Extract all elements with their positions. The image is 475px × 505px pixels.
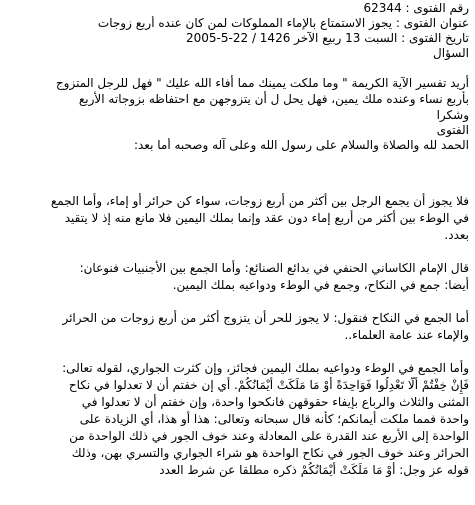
paragraph-line: بعدد. xyxy=(444,228,469,242)
spacer xyxy=(6,244,469,260)
paragraph-line: واحدة فمما ملكت أيمانكم؛ كأنه قال سبحانه وتعالى: هذا أو هذا، أي الزيادة على xyxy=(79,412,469,426)
paragraph-line: في الوطء بين أكثر من أربع إماء دون عقد وإنما بملك اليمين فلا مانع منه إذ لا يتقيد xyxy=(64,211,469,225)
spacer xyxy=(6,344,469,360)
question-line: أريد تفسير الآية الكريمة " وما ملكت يمينك مما أفاء الله عليك " فهل للرجل المتزوج xyxy=(55,76,469,90)
answer-paragraph-4 xyxy=(6,360,469,479)
paragraph-line: وأما الجمع في الوطء ودواعيه بملك اليمين فجائز، وإن كثرت الجواري، لقوله تعالى: xyxy=(62,361,469,375)
paragraph-line: المثنى والثلاث والرباع بإيفاء حقوقهن فانكحوا واحدة، وإن خفتم أن لا تعدلوا في xyxy=(81,395,469,409)
paragraph-line: قال الإمام الكاساني الحنفي في بدائع الصنائع: وأما الجمع بين الأجنبيات فنوعان: xyxy=(79,261,469,275)
fatwa-heading: الفتوى xyxy=(436,123,469,137)
paragraph-line: الحرائر وعند خوف الجور في نكاح الواحدة هو شراء الجواري والتسري بهن، وذلك xyxy=(71,446,469,460)
paragraph-line: فَإِنْ خِفْتُمْ أَلَّا تَعْدِلُوا فَوَاحِدَةً أَوْ مَا مَلَكَتْ أَيْمَانُكُمْ. أي إن خفتم أن لا تعدلوا في نكاح xyxy=(68,378,469,392)
spacer xyxy=(6,61,469,75)
paragraph-line: والإماء عند عامة العلماء.. xyxy=(344,328,469,342)
answer-paragraph-2 xyxy=(6,260,469,294)
spacer xyxy=(6,294,469,310)
fatwa-page xyxy=(0,1,475,479)
fatwa-title: عنوان الفتوى : يجوز الاستمتاع بالإماء المملوكات لمن كان عنده أربع زوجات xyxy=(97,16,469,30)
question-line: وشكرا xyxy=(436,108,469,122)
paragraph-line: الواحدة إلى الأربع عند القدرة على المعادلة وعند خوف الجور في ذلك الواحدة من xyxy=(69,429,469,443)
fatwa-opening: الحمد لله والصلاة والسلام على رسول الله وعلى آله وصحبه أما بعد: xyxy=(133,138,469,152)
paragraph-line: أما الجمع في النكاح فنقول: لا يجوز للحر أن يتزوج أكثر من أربع زوجات من الحرائر xyxy=(62,311,469,325)
fatwa-date: تاريخ الفتوى : السبت 13 ربيع الآخر 1426 / 22-5-2005 xyxy=(185,31,469,45)
paragraph-line: أيضا: جمع في النكاح، وجمع في الوطء ودواعيه بملك اليمين. xyxy=(172,278,469,292)
question-line: بأربع نساء وعنده ملك يمين، فهل يحل ل أن يتزوجهن مع احتفاظه بزوجاته الأربع xyxy=(78,92,469,106)
answer-paragraph-3 xyxy=(6,310,469,344)
question-text xyxy=(6,75,469,123)
spacer xyxy=(6,153,469,193)
answer-paragraph-1 xyxy=(6,193,469,244)
question-heading: السؤال xyxy=(433,46,469,60)
fatwa-number: رقم الفتوى : 62344 xyxy=(363,1,469,15)
paragraph-line: قوله عز وجل: أَوْ مَا مَلَكَتْ أَيْمَانُكُمْ ذكره مطلقا عن شرط العدد xyxy=(159,463,469,477)
paragraph-line: فلا يجوز أن يجمع الرجل بين أكثر من أربع زوجات، سواء كن حرائر أو إماء، وأما الجمع xyxy=(50,194,469,208)
